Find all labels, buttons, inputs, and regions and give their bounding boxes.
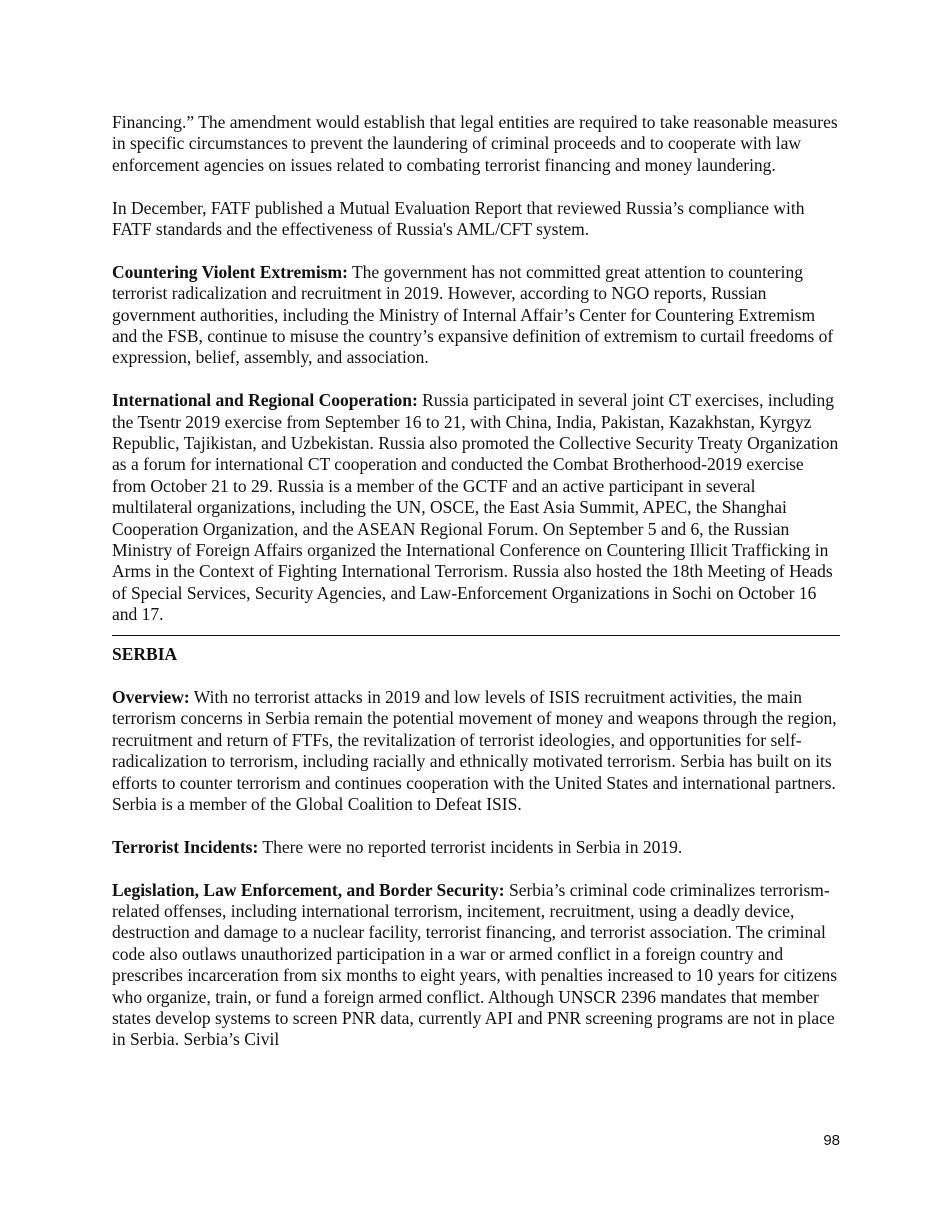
section-body-incidents: There were no reported terrorist incidents in Serbia in 2019. — [258, 836, 683, 857]
paragraph-terrorist-incidents — [112, 837, 840, 858]
section-lead-irc: International and Regional Cooperation: — [112, 390, 418, 411]
document-page — [112, 112, 840, 1072]
country-heading-serbia: SERBIA — [112, 644, 178, 665]
section-lead-legislation: Legislation, Law Enforcement, and Border Security: — [112, 879, 505, 900]
section-lead-incidents: Terrorist Incidents: — [112, 836, 259, 857]
paragraph-fatf: In December, FATF published a Mutual Evaluation Report that reviewed Russia’s compliance with FATF standards and the effectiveness of Russia's AML/CFT system. — [112, 197, 805, 240]
section-body-cve: The government has not committed great attention to countering terrorist radicalization and recruitment in 2019. However, according to NGO reports, Russian government authorities, including the Ministry of Internal Affair’s Center for Countering Extremism and the FSB, continue to misuse the country’s expansive definition of extremism to curtail freedoms of expression, belief, assembly, and association. — [112, 261, 834, 368]
section-body-irc: Russia participated in several joint CT exercises, including the Tsentr 2019 exercise from September 16 to 21, with China, India, Pakistan, Kazakhstan, Kyrgyz Republic, Tajikistan, and Uzbekistan. Russia also promoted the Collective Security Treaty Organization as a forum for international CT cooperation and conducted the Combat Brotherhood-2019 exercise from October 21 to 29. Russia is a member of the GCTF and an active participant in several multilateral organizations, including the UN, OSCE, the East Asia Summit, APEC, the Shanghai Cooperation Organization, and the ASEAN Regional Forum. On September 5 and 6, the Russian Ministry of Foreign Affairs organized the International Conference on Countering Illicit Trafficking in Arms in the Context of Fighting International Terrorism. Russia also hosted the 18th Meeting of Heads of Special Services, Security Agencies, and Law-Enforcement Organizations in Sochi on October 16 and 17. — [112, 390, 839, 625]
paragraph-countering-violent-extremism — [112, 262, 840, 369]
paragraph-international-cooperation — [112, 390, 840, 625]
page-number: 98 — [823, 1132, 840, 1149]
paragraph-legislation — [112, 880, 840, 1051]
section-body-legislation: Serbia’s criminal code criminalizes terrorism-related offenses, including international terrorism, incitement, recruitment, using a deadly device, destruction and damage to a nuclear facility, terrorist financing, and terrorist association. The criminal code also outlaws unauthorized participation in a war or armed conflict in a foreign country and prescribes incarceration from six months to eight years, with penalties increased to 10 years for citizens who organize, train, or fund a foreign armed conflict. Although UNSCR 2396 mandates that member states develop systems to screen PNR data, currently API and PNR screening programs are not in place in Serbia. Serbia’s Civil — [112, 879, 838, 1050]
section-divider — [112, 635, 840, 636]
paragraph-overview — [112, 687, 840, 815]
paragraph-financing: Financing.” The amendment would establish that legal entities are required to take reasonable measures in specific circumstances to prevent the laundering of criminal proceeds and to cooperate with law enforcement agencies on issues related to combating terrorist financing and money laundering. — [112, 112, 838, 175]
section-lead-overview: Overview: — [112, 686, 190, 707]
section-body-overview: With no terrorist attacks in 2019 and low levels of ISIS recruitment activities, the main terrorism concerns in Serbia remain the potential movement of money and weapons through the region, recruitment and return of FTFs, the revitalization of terrorist ideologies, and opportunities for self-radicalization to terrorism, including racially and ethnically motivated terrorism. Serbia has built on its efforts to counter terrorism and continues cooperation with the United States and international partners. Serbia is a member of the Global Coalition to Defeat ISIS. — [112, 686, 837, 814]
section-lead-cve: Countering Violent Extremism: — [112, 261, 348, 282]
